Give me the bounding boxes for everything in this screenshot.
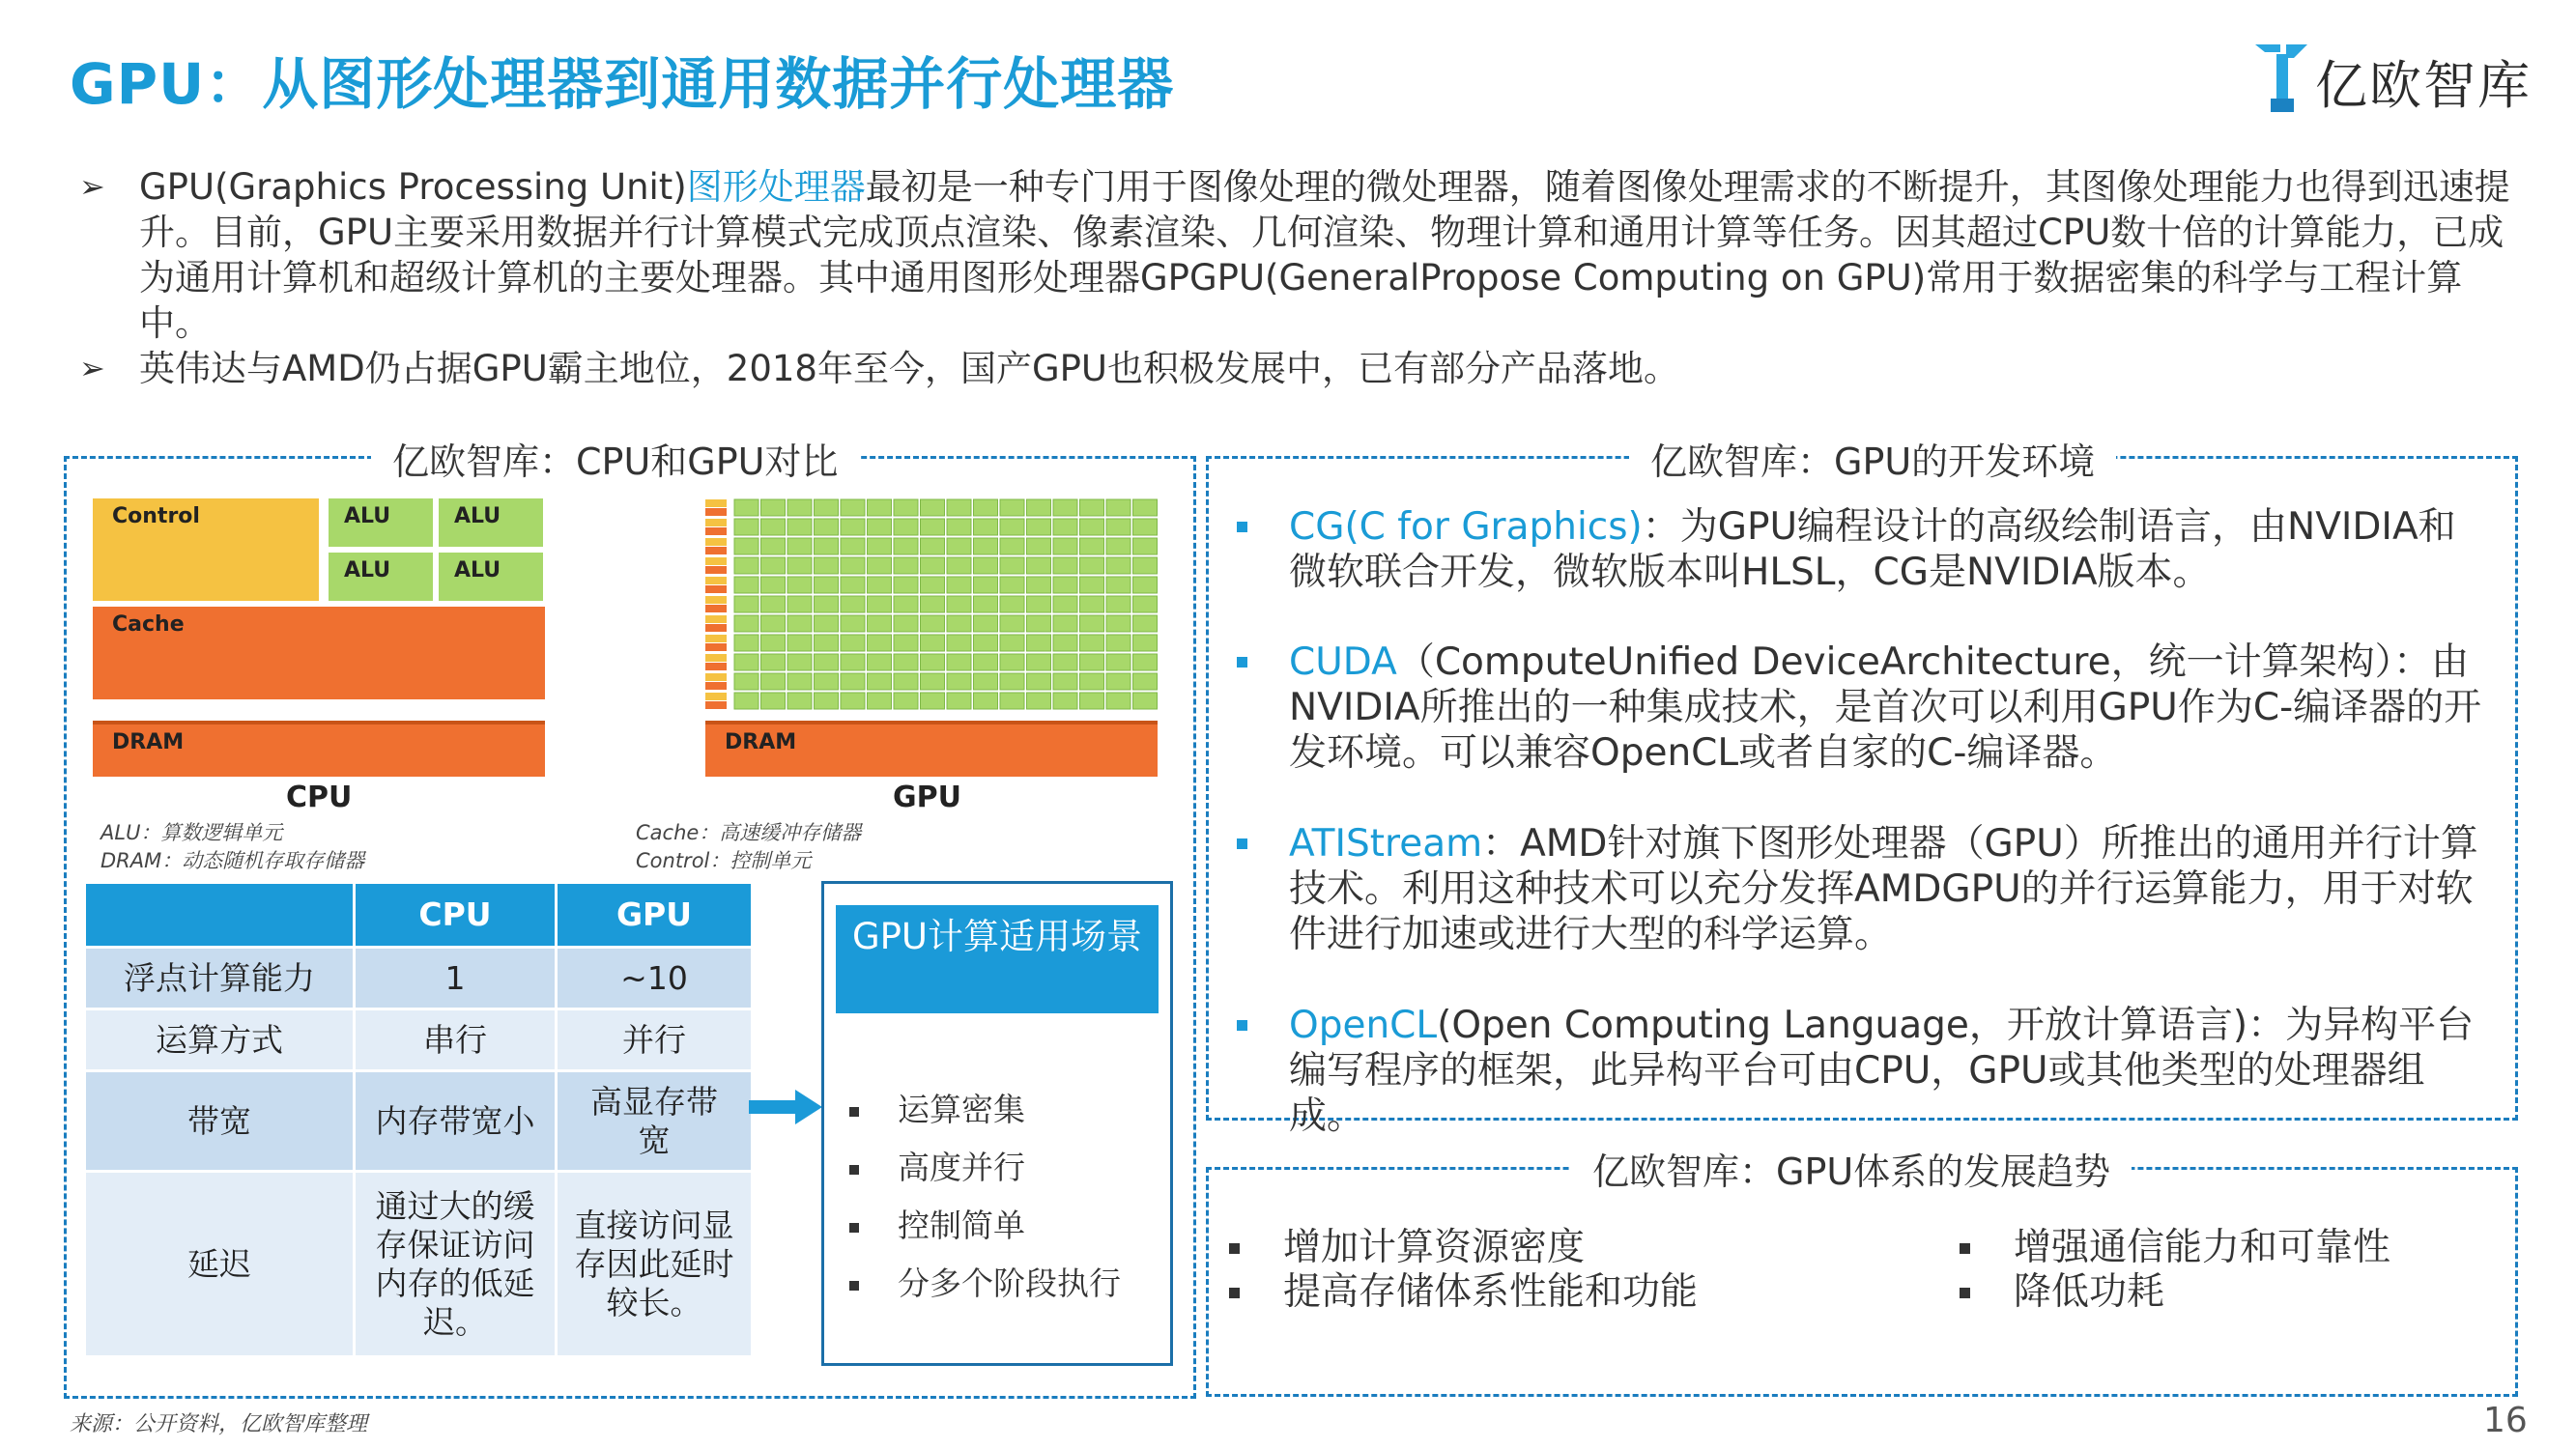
gpu-alu-cell — [841, 538, 865, 554]
gpu-alu-cell — [815, 577, 839, 593]
gpu-control-cell — [705, 635, 727, 642]
gpu-alu-cell — [947, 577, 971, 593]
gpu-alu-cell — [734, 557, 758, 574]
logo-text: 亿欧智库 — [2315, 55, 2532, 116]
env-desc: ：为GPU编程设计的高级绘制语言，由NVIDIA和微软联合开发，微软版本叫HLSL，CG是NVIDIA版本。 — [1289, 505, 2456, 594]
gpu-alu-cell — [761, 615, 786, 632]
gpu-alu-cell — [1080, 557, 1104, 574]
gpu-alu-cell — [734, 499, 758, 516]
gpu-alu-cell — [1106, 519, 1131, 535]
gpu-alu-cell — [894, 654, 918, 670]
gpu-alu-cell — [1080, 499, 1104, 516]
gpu-alu-cell — [815, 693, 839, 709]
gpu-alu-cell — [921, 596, 945, 612]
table-row — [85, 1071, 753, 1172]
gpu-alu-cell — [974, 615, 998, 632]
cpu-alu-block: ALU — [439, 498, 543, 547]
gpu-alu-cell — [815, 596, 839, 612]
square-bullet-icon — [1237, 522, 1247, 532]
arrow-bullet-icon: ➢ — [79, 168, 105, 205]
gpu-alu-cell — [921, 615, 945, 632]
gpu-alu-cell — [787, 538, 812, 554]
gpu-alu-cell — [868, 577, 892, 593]
gpu-alu-cell — [868, 538, 892, 554]
gpu-alu-cell — [815, 635, 839, 651]
brand-logo — [2251, 39, 2532, 116]
table-cell: 浮点计算能力 — [85, 948, 355, 1009]
gpu-alu-cell — [947, 519, 971, 535]
gpu-alu-cell — [1080, 693, 1104, 709]
table-cell: 运算方式 — [85, 1009, 355, 1071]
gpu-alu-cell — [761, 557, 786, 574]
table-row — [85, 1009, 753, 1071]
gpu-cache-cell — [705, 682, 727, 690]
dev-env-item — [1237, 1003, 2493, 1139]
gpu-alu-cell — [1080, 577, 1104, 593]
gpu-control-cell — [705, 673, 727, 681]
gpu-alu-cell — [1053, 693, 1077, 709]
table-cell: 通过大的缓存保证访问内存的低延迟。 — [355, 1172, 557, 1357]
gpu-alu-cell — [947, 673, 971, 690]
gpu-alu-cell — [894, 693, 918, 709]
env-term: ATIStream — [1289, 822, 1483, 866]
gpu-cache-cell — [705, 585, 727, 593]
gpu-alu-cell — [921, 635, 945, 651]
table-header-cell: GPU — [557, 883, 753, 948]
cpu-label: CPU — [286, 781, 353, 814]
gpu-alu-cell — [1000, 596, 1024, 612]
gpu-alu-cell — [921, 693, 945, 709]
gpu-alu-cell — [947, 499, 971, 516]
gpu-alu-cell — [868, 693, 892, 709]
page-title: GPU：从图形处理器到通用数据并行处理器 — [70, 51, 1175, 117]
gpu-alu-cell — [1106, 577, 1131, 593]
gpu-alu-cell — [947, 654, 971, 670]
gpu-alu-cell — [868, 519, 892, 535]
dev-env-item — [1237, 821, 2493, 957]
gpu-alu-cell — [974, 693, 998, 709]
gpu-dram-block: DRAM — [705, 721, 1158, 777]
gpu-alu-cell — [815, 654, 839, 670]
cpu-dram-block: DRAM — [93, 721, 545, 777]
gpu-alu-cell — [868, 557, 892, 574]
gpu-alu-cell — [1000, 615, 1024, 632]
gpu-alu-cell — [734, 519, 758, 535]
list-item — [849, 1085, 1025, 1130]
gpu-alu-cell — [1080, 538, 1104, 554]
gpu-alu-cell — [1027, 557, 1051, 574]
gpu-alu-cell — [841, 577, 865, 593]
gpu-alu-cell — [974, 538, 998, 554]
gpu-alu-cell — [761, 499, 786, 516]
gpu-alu-cell — [1027, 596, 1051, 612]
cpu-gpu-compare-table — [83, 881, 754, 1358]
gpu-alu-cell — [1053, 519, 1077, 535]
table-cell: 高显存带宽 — [557, 1071, 753, 1172]
gpu-alu-cell — [1027, 538, 1051, 554]
table-cell: 并行 — [557, 1009, 753, 1071]
gpu-alu-cell — [1027, 577, 1051, 593]
list-item — [849, 1143, 1025, 1188]
gpu-alu-cell — [1053, 596, 1077, 612]
env-desc: (Open Computing Language，开放计算语言)：为异构平台编写程序的框架，此异构平台可由CPU，GPU或其他类型的处理器组成。 — [1289, 1004, 2475, 1138]
trend-item — [1229, 1269, 1698, 1315]
bullet-highlight: 图形处理器 — [686, 166, 866, 208]
gpu-alu-cell — [1053, 615, 1077, 632]
gpu-alu-cell — [787, 577, 812, 593]
gpu-alu-cell — [947, 635, 971, 651]
gpu-control-cell — [705, 538, 727, 546]
gpu-alu-cell — [841, 673, 865, 690]
gpu-alu-cell — [1106, 557, 1131, 574]
gpu-alu-cell — [1080, 654, 1104, 670]
gpu-alu-cell — [734, 654, 758, 670]
gpu-alu-cell — [734, 693, 758, 709]
bullet-text: 英伟达与AMD仍占据GPU霸主地位，2018年至今，国产GPU也积极发展中，已有部分产品落地。 — [139, 348, 1680, 389]
gpu-alu-cell — [894, 519, 918, 535]
gpu-alu-cell — [974, 557, 998, 574]
gpu-alu-cell — [921, 538, 945, 554]
trend-item — [1229, 1225, 1585, 1270]
gpu-alu-cell — [734, 673, 758, 690]
gpu-core-grid — [705, 498, 1159, 713]
gpu-alu-cell — [1080, 635, 1104, 651]
gpu-alu-cell — [841, 615, 865, 632]
compare-panel-title: 亿欧智库：CPU和GPU对比 — [371, 432, 859, 485]
gpu-diagram — [705, 498, 1159, 817]
gpu-alu-cell — [921, 499, 945, 516]
scenario-label: 控制简单 — [898, 1207, 1025, 1244]
diagram-note-left — [100, 819, 364, 875]
gpu-control-cell — [705, 499, 727, 507]
gpu-alu-cell — [1000, 519, 1024, 535]
gpu-alu-cell — [1133, 596, 1158, 612]
square-bullet-icon — [1229, 1288, 1240, 1298]
cpu-alu-block: ALU — [329, 498, 433, 547]
gpu-alu-cell — [1106, 596, 1131, 612]
gpu-alu-cell — [841, 654, 865, 670]
gpu-alu-cell — [921, 557, 945, 574]
gpu-alu-cell — [1000, 693, 1024, 709]
arrow-right-icon — [749, 1088, 826, 1126]
note-line: ALU：算数逻辑单元 — [100, 821, 283, 844]
gpu-alu-cell — [974, 596, 998, 612]
gpu-alu-cell — [1053, 538, 1077, 554]
gpu-alu-cell — [1053, 635, 1077, 651]
gpu-control-cell — [705, 596, 727, 604]
trend-label: 降低功耗 — [2014, 1270, 2165, 1314]
scenarios-title: GPU计算适用场景 — [836, 905, 1159, 1013]
gpu-alu-cell — [734, 635, 758, 651]
gpu-alu-cell — [1000, 557, 1024, 574]
gpu-alu-cell — [921, 519, 945, 535]
gpu-alu-cell — [1080, 673, 1104, 690]
gpu-alu-cell — [1053, 557, 1077, 574]
note-line: Cache：高速缓冲存储器 — [636, 821, 862, 844]
gpu-label: GPU — [893, 781, 961, 814]
gpu-alu-cell — [868, 499, 892, 516]
gpu-alu-cell — [841, 519, 865, 535]
gpu-alu-cell — [974, 635, 998, 651]
cpu-diagram — [93, 498, 547, 817]
table-header-cell: CPU — [355, 883, 557, 948]
gpu-alu-cell — [1080, 615, 1104, 632]
table-header-row — [85, 883, 753, 948]
gpu-cache-cell — [705, 643, 727, 651]
gpu-alu-cell — [1133, 557, 1158, 574]
arrow-bullet-icon: ➢ — [79, 350, 105, 386]
gpu-alu-cell — [1133, 654, 1158, 670]
gpu-alu-cell — [894, 557, 918, 574]
gpu-alu-cell — [787, 673, 812, 690]
gpu-alu-cell — [1133, 673, 1158, 690]
square-bullet-icon — [1237, 838, 1247, 849]
trend-label: 增强通信能力和可靠性 — [2014, 1226, 2391, 1269]
gpu-alu-cell — [868, 635, 892, 651]
gpu-alu-cell — [1106, 615, 1131, 632]
gpu-alu-cell — [761, 519, 786, 535]
env-term: CUDA — [1289, 640, 1397, 684]
gpu-alu-cell — [841, 557, 865, 574]
gpu-alu-cell — [841, 635, 865, 651]
square-bullet-icon — [1237, 1020, 1247, 1031]
gpu-alu-cell — [1106, 673, 1131, 690]
gpu-alu-cell — [894, 499, 918, 516]
gpu-alu-cell — [787, 499, 812, 516]
gpu-alu-cell — [761, 635, 786, 651]
env-term: CG(C for Graphics) — [1289, 505, 1643, 549]
env-desc: ：AMD针对旗下图形处理器（GPU）所推出的通用并行计算技术。利用这种技术可以充分发挥AMDGPU的并行运算能力，用于对软件进行加速或进行大型的科学运算。 — [1289, 822, 2478, 956]
cpu-cache-block: Cache — [93, 607, 545, 699]
table-cell: 延迟 — [85, 1172, 355, 1357]
gpu-alu-cell — [894, 635, 918, 651]
gpu-alu-cell — [894, 538, 918, 554]
gpu-alu-cell — [974, 519, 998, 535]
intro-bullet — [79, 164, 2524, 346]
gpu-alu-cell — [815, 538, 839, 554]
table-cell: 串行 — [355, 1009, 557, 1071]
gpu-alu-cell — [1133, 615, 1158, 632]
gpu-alu-cell — [734, 538, 758, 554]
gpu-cache-cell — [705, 527, 727, 535]
gpu-alu-cell — [868, 654, 892, 670]
gpu-alu-cell — [1106, 635, 1131, 651]
gpu-alu-cell — [1000, 654, 1024, 670]
gpu-alu-cell — [815, 673, 839, 690]
square-bullet-icon — [849, 1107, 859, 1117]
gpu-cache-cell — [705, 605, 727, 612]
gpu-alu-cell — [1053, 673, 1077, 690]
gpu-alu-cell — [974, 654, 998, 670]
scenario-label: 分多个阶段执行 — [898, 1264, 1121, 1302]
gpu-alu-cell — [841, 693, 865, 709]
gpu-alu-cell — [761, 693, 786, 709]
gpu-alu-cell — [1000, 538, 1024, 554]
dev-env-item — [1237, 639, 2493, 776]
square-bullet-icon — [1960, 1288, 1970, 1298]
gpu-alu-cell — [947, 596, 971, 612]
table-cell: ~10 — [557, 948, 753, 1009]
gpu-alu-cell — [1106, 693, 1131, 709]
intro-bullets — [79, 164, 2524, 391]
trend-item — [1960, 1225, 2390, 1270]
square-bullet-icon — [849, 1281, 859, 1291]
list-item — [849, 1201, 1025, 1246]
square-bullet-icon — [1960, 1243, 1970, 1254]
note-line: DRAM：动态随机存取存储器 — [100, 849, 365, 872]
gpu-control-cell — [705, 693, 727, 700]
gpu-alu-cell — [947, 557, 971, 574]
gpu-alu-cell — [1080, 596, 1104, 612]
gpu-control-cell — [705, 557, 727, 565]
cpu-alu-block: ALU — [439, 553, 543, 601]
gpu-alu-cell — [815, 557, 839, 574]
gpu-alu-cell — [815, 615, 839, 632]
square-bullet-icon — [1229, 1243, 1240, 1254]
bullet-text: 最初是一种专门用于图像处理的微处理器，随着图像处理需求的不断提升，其图像处理能力也得到迅速提升。目前，GPU主要采用数据并行计算模式完成顶点渲染、像素渲染、几何渲染、物理计算和通用计算等任务。因其超过CPU数十倍的计算能力，已成为通用计算机和超级计算机的主要处理器。其中通用图形处理器GPGPU(GeneralPropose Computing on GPU)常用于数据密集的科学与工程计算中。 — [139, 166, 2510, 344]
gpu-control-cell — [705, 615, 727, 623]
gpu-alu-cell — [787, 596, 812, 612]
gpu-alu-cell — [1106, 499, 1131, 516]
gpu-alu-cell — [787, 519, 812, 535]
gpu-alu-cell — [894, 596, 918, 612]
gpu-cache-cell — [705, 508, 727, 516]
gpu-control-cell — [705, 577, 727, 584]
source-note: 来源：公开资料，亿欧智库整理 — [70, 1412, 368, 1436]
gpu-alu-cell — [1027, 654, 1051, 670]
gpu-alu-cell — [1000, 499, 1024, 516]
gpu-alu-cell — [815, 519, 839, 535]
env-term: OpenCL — [1289, 1004, 1438, 1047]
gpu-alu-cell — [921, 577, 945, 593]
trend-item — [1960, 1269, 2164, 1315]
gpu-alu-cell — [841, 499, 865, 516]
gpu-alu-cell — [894, 577, 918, 593]
gpu-alu-cell — [761, 654, 786, 670]
gpu-alu-cell — [1106, 538, 1131, 554]
gpu-alu-cell — [974, 499, 998, 516]
gpu-alu-cell — [787, 693, 812, 709]
gpu-alu-cell — [921, 654, 945, 670]
gpu-alu-cell — [787, 557, 812, 574]
dev-env-panel-title: 亿欧智库：GPU的开发环境 — [1629, 432, 2116, 485]
gpu-alu-cell — [868, 673, 892, 690]
cpu-alu-block: ALU — [329, 553, 433, 601]
gpu-alu-cell — [1053, 577, 1077, 593]
trend-label: 提高存储体系性能和功能 — [1283, 1270, 1699, 1314]
logo-mark-icon — [2251, 39, 2311, 116]
gpu-alu-cell — [868, 596, 892, 612]
gpu-alu-cell — [1133, 635, 1158, 651]
gpu-alu-cell — [947, 615, 971, 632]
gpu-alu-cell — [1027, 519, 1051, 535]
gpu-alu-cell — [1133, 499, 1158, 516]
cpu-control-block: Control — [93, 498, 319, 601]
gpu-cache-cell — [705, 624, 727, 632]
gpu-alu-cell — [1027, 693, 1051, 709]
scenario-label: 运算密集 — [898, 1091, 1025, 1128]
table-header-cell — [85, 883, 355, 948]
gpu-alu-cell — [734, 596, 758, 612]
gpu-alu-cell — [1027, 673, 1051, 690]
gpu-alu-cell — [894, 615, 918, 632]
dev-env-item — [1237, 504, 2493, 595]
gpu-control-cell — [705, 654, 727, 662]
diagram-note-right — [636, 819, 861, 875]
gpu-alu-cell — [787, 615, 812, 632]
gpu-alu-cell — [761, 673, 786, 690]
square-bullet-icon — [849, 1223, 859, 1233]
gpu-alu-cell — [734, 577, 758, 593]
gpu-alu-cell — [974, 577, 998, 593]
gpu-alu-cell — [1000, 635, 1024, 651]
gpu-control-cell — [705, 519, 727, 526]
table-row — [85, 948, 753, 1009]
gpu-alu-cell — [761, 596, 786, 612]
gpu-alu-cell — [1133, 519, 1158, 535]
gpu-alu-cell — [841, 596, 865, 612]
gpu-cache-cell — [705, 701, 727, 709]
gpu-alu-cell — [1027, 635, 1051, 651]
note-line: Control：控制单元 — [636, 849, 812, 872]
square-bullet-icon — [1237, 657, 1247, 668]
list-item — [849, 1259, 1121, 1304]
gpu-alu-cell — [1027, 615, 1051, 632]
gpu-cache-cell — [705, 547, 727, 554]
env-desc: （ComputeUnified DeviceArchitecture，统一计算架构）：由NVIDIA所推出的一种集成技术，是首次可以利用GPU作为C-编译器的开发环境。可以兼容OpenCL或者自家的C-编译器。 — [1289, 640, 2482, 775]
gpu-alu-cell — [1053, 499, 1077, 516]
gpu-alu-cell — [1133, 538, 1158, 554]
gpu-alu-cell — [1106, 654, 1131, 670]
gpu-alu-cell — [761, 538, 786, 554]
gpu-alu-cell — [1000, 577, 1024, 593]
gpu-alu-cell — [947, 538, 971, 554]
gpu-alu-cell — [947, 693, 971, 709]
gpu-alu-cell — [1027, 499, 1051, 516]
square-bullet-icon — [849, 1165, 859, 1175]
table-row — [85, 1172, 753, 1357]
gpu-alu-cell — [1133, 577, 1158, 593]
page-number: 16 — [2483, 1401, 2528, 1440]
table-cell: 带宽 — [85, 1071, 355, 1172]
gpu-alu-cell — [761, 577, 786, 593]
gpu-alu-cell — [734, 615, 758, 632]
gpu-alu-cell — [868, 615, 892, 632]
gpu-alu-cell — [894, 673, 918, 690]
gpu-alu-cell — [787, 654, 812, 670]
gpu-alu-cell — [1000, 673, 1024, 690]
gpu-alu-cell — [1053, 654, 1077, 670]
gpu-alu-cell — [1133, 693, 1158, 709]
trend-label: 增加计算资源密度 — [1283, 1226, 1586, 1269]
gpu-alu-cell — [787, 635, 812, 651]
table-cell: 直接访问显存因此延时较长。 — [557, 1172, 753, 1357]
gpu-scenarios-box — [821, 881, 1173, 1366]
scenario-label: 高度并行 — [898, 1149, 1025, 1186]
trend-panel-title: 亿欧智库：GPU体系的发展趋势 — [1571, 1142, 2132, 1195]
intro-bullet — [79, 346, 2524, 391]
gpu-alu-cell — [974, 673, 998, 690]
gpu-cache-cell — [705, 566, 727, 574]
gpu-alu-cell — [815, 499, 839, 516]
gpu-cache-cell — [705, 663, 727, 670]
table-cell: 内存带宽小 — [355, 1071, 557, 1172]
bullet-text: GPU(Graphics Processing Unit) — [139, 166, 687, 208]
table-cell: 1 — [355, 948, 557, 1009]
gpu-alu-cell — [1080, 519, 1104, 535]
gpu-alu-cell — [921, 673, 945, 690]
